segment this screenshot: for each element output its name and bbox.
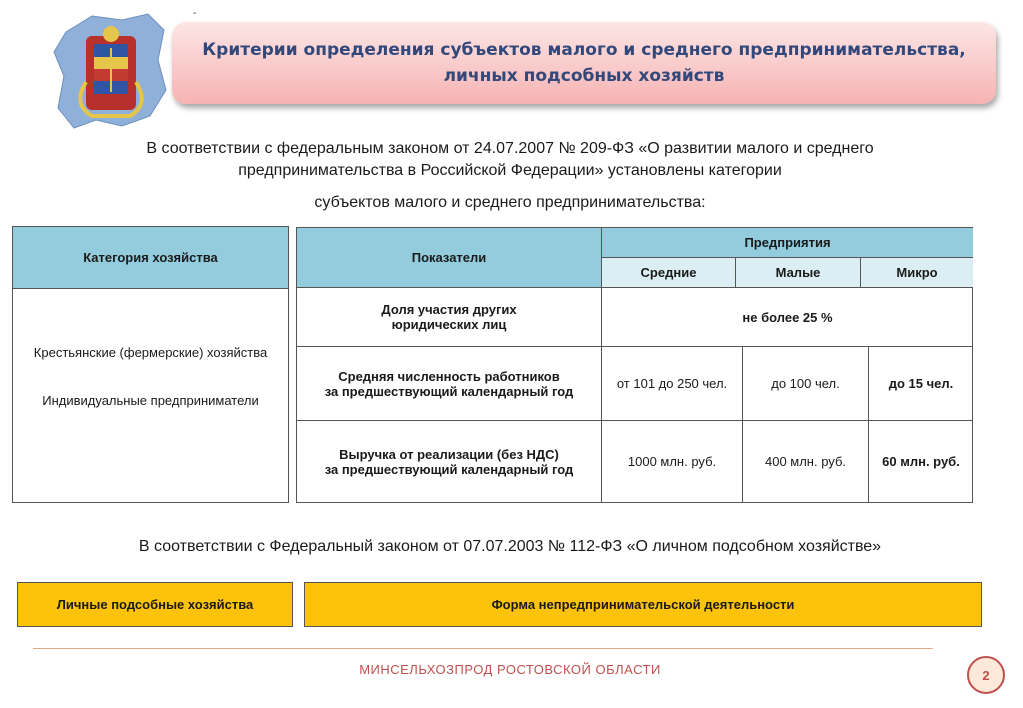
indicators-table: [296, 227, 973, 503]
category-table-body: [13, 289, 288, 408]
row-revenue-label: [297, 421, 602, 502]
page-title-line-2: личных подсобных хозяйств: [443, 66, 725, 86]
row-staff-medium: от 101 до 250 чел.: [602, 347, 743, 421]
title-banner: [172, 22, 996, 104]
intro-line-3: субъектов малого и среднего предпринимательства:: [314, 194, 706, 211]
row-staff-label-1: Средняя численность работников: [338, 368, 560, 384]
row-share-label-1: Доля участия других: [381, 302, 517, 317]
non-business-form-box: Форма непредпринимательской деятельности: [304, 582, 982, 627]
footer-divider: [33, 648, 933, 649]
page-number-badge: 2: [967, 656, 1005, 694]
intro-text: [80, 138, 940, 182]
footer-organization: МИНСЕЛЬХОЗПРОД РОСТОВСКОЙ ОБЛАСТИ: [359, 662, 661, 677]
row-share-label-2: юридических лиц: [391, 317, 507, 332]
row-revenue-micro: 60 млн. руб.: [882, 454, 960, 469]
personal-farms-box: Личные подсобные хозяйства: [17, 582, 293, 627]
row-share-label: [297, 288, 602, 347]
enterprises-header: Предприятия: [602, 228, 973, 258]
category-table: [12, 226, 289, 503]
row-staff-micro: до 15 чел.: [869, 347, 973, 421]
row-staff-small: до 100 чел.: [743, 347, 869, 421]
header-dot: -: [193, 8, 197, 19]
row-staff-label: [297, 347, 602, 421]
region-emblem-icon: [52, 12, 170, 130]
row-revenue-medium: 1000 млн. руб.: [602, 421, 743, 502]
row-revenue-small: 400 млн. руб.: [743, 421, 869, 502]
intro-line-1: В соответствии с федеральным законом от 24.07.2007 № 209-ФЗ «О развитии малого и среднего: [146, 140, 874, 157]
indicators-header: Показатели: [297, 228, 602, 288]
category-item-farm: Крестьянские (фермерские) хозяйства: [33, 345, 268, 360]
column-micro: Микро: [861, 258, 973, 288]
row-staff-label-2: за предшествующий календарный год: [324, 383, 574, 399]
category-table-header: Категория хозяйства: [13, 227, 288, 289]
page-title-line-1: Критерии определения субъектов малого и среднего предпринимательства,: [202, 40, 966, 60]
category-item-entrepreneurs: Индивидуальные предприниматели: [42, 393, 259, 408]
column-small: Малые: [736, 258, 861, 288]
intro-line-2: предпринимательства в Российской Федерации» установлены категории: [238, 162, 782, 179]
row-share-value: не более 25 %: [602, 288, 973, 347]
column-medium: Средние: [602, 258, 736, 288]
row-revenue-label-2: за предшествующий календарный год: [324, 461, 574, 477]
row-revenue-label-1: Выручка от реализации (без НДС): [339, 446, 559, 462]
law-112-text: В соответствии с Федеральный законом от 07.07.2003 № 112-ФЗ «О личном подсобном хозяйстве»: [138, 538, 882, 555]
